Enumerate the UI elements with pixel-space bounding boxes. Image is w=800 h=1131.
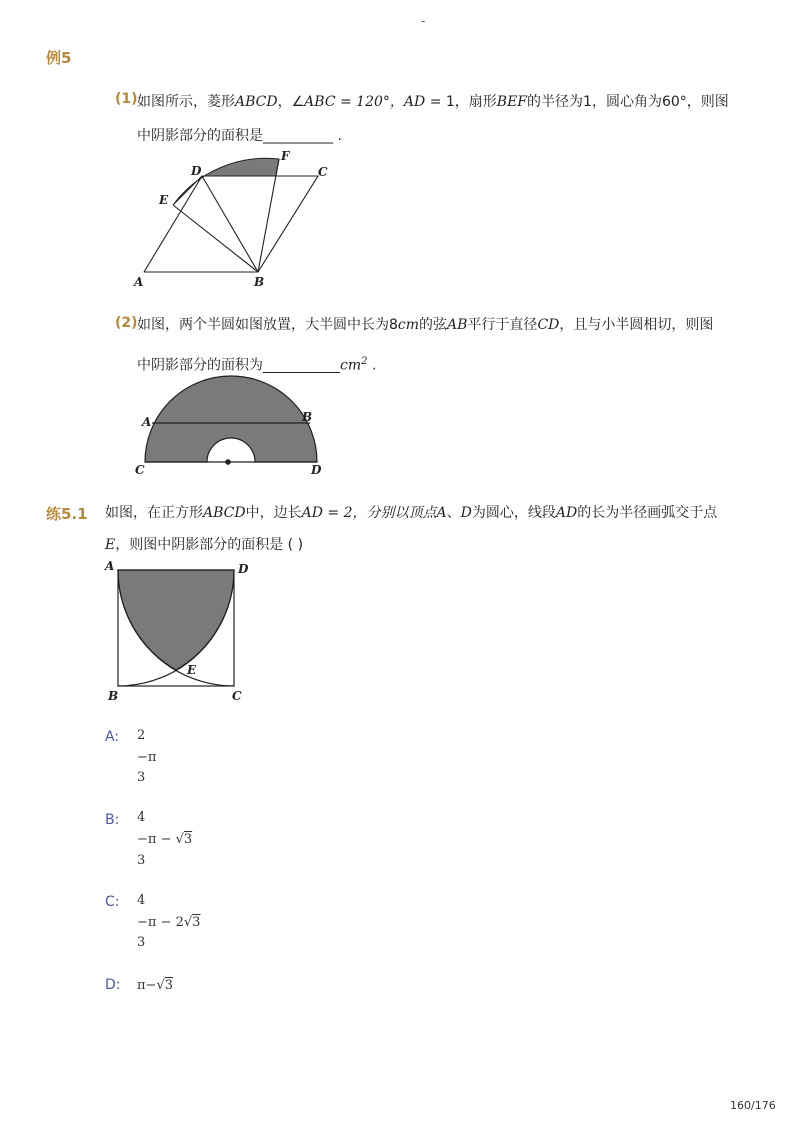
q2-math: 2 (361, 356, 368, 367)
label-a: A (134, 275, 144, 289)
q2-math: cm (397, 317, 420, 333)
q2-math: AB (447, 317, 468, 333)
label-e: E (159, 193, 169, 207)
center-point (225, 459, 231, 465)
practice-line-2 (105, 535, 303, 555)
practice-math: AD (301, 505, 323, 521)
radicand: 3 (192, 915, 201, 930)
radius-be (173, 205, 258, 272)
option-d-expression (137, 976, 173, 996)
question-1-number: (1) (115, 91, 138, 107)
label-b: B (108, 689, 119, 703)
figure-semicircles (130, 372, 330, 480)
q2-text: 的弦 (419, 317, 448, 333)
top-mark: - (421, 14, 426, 28)
q1-math: ABCD (235, 94, 278, 110)
q1-text: = 1，扇形 (425, 94, 497, 110)
option-b-expression (137, 830, 192, 850)
q1-text: 的半径为1，圆心角为60°，则图 (527, 94, 729, 110)
q2-text: 平行于直径 (467, 317, 538, 333)
option-b-term: −π − (137, 832, 176, 847)
q2-math: CD (537, 317, 560, 333)
label-d: D (311, 463, 322, 477)
figure-rhombus-sector (130, 145, 340, 295)
rhombus-outline (144, 176, 318, 272)
figure-square-arcs (100, 558, 260, 708)
shaded-region (145, 376, 317, 462)
q2-text: . (367, 357, 377, 374)
label-c: C (135, 463, 145, 477)
option-c-term: −π − 2 (137, 915, 184, 930)
label-c: C (232, 689, 242, 703)
practice-text: 如图，在正方形 (105, 505, 203, 521)
option-d-term: π− (137, 978, 157, 993)
example-header: 例5 (46, 49, 72, 67)
q1-math: AD (403, 94, 426, 110)
radicand: 3 (164, 978, 174, 993)
option-a-denominator: 3 (137, 770, 146, 785)
question-2-line-1 (137, 315, 713, 335)
q1-text: 如图所示，菱形 (137, 94, 235, 110)
label-d: D (191, 164, 202, 178)
q2-text: 中阴影部分的面积为___________ (137, 357, 340, 374)
label-b: B (254, 275, 265, 289)
practice-text: 、 (446, 505, 461, 521)
sqrt-symbol: √ (156, 978, 165, 993)
q1-text: ，∠ (277, 94, 305, 110)
label-f: F (281, 149, 290, 163)
label-b: B (302, 410, 313, 424)
option-b-label[interactable]: B: (105, 812, 120, 828)
option-a-numerator: 2 (137, 728, 146, 743)
practice-math: D (460, 505, 472, 521)
practice-text: 为圆心，线段 (471, 505, 556, 521)
page-number: 160/176 (730, 1099, 776, 1112)
option-b-denominator: 3 (137, 853, 146, 868)
practice-math: A (436, 505, 447, 521)
q1-math: BEF (496, 94, 528, 110)
label-a: A (105, 559, 115, 573)
practice-header: 练5.1 (46, 505, 88, 523)
option-c-numerator: 4 (137, 893, 146, 908)
q1-math: ABC (304, 94, 336, 110)
question-1-line-1 (137, 92, 729, 112)
label-a: A (142, 415, 152, 429)
radicand: 3 (183, 832, 193, 847)
label-e: E (187, 663, 197, 677)
question-1-line-2: 中阴影部分的面积是__________ . (137, 128, 342, 144)
q2-text: ，且与小半圆相切，则图 (559, 317, 714, 333)
practice-text: ，则图中阴影部分的面积是 ( ) (115, 537, 304, 553)
practice-line-1 (105, 503, 717, 523)
option-d-label[interactable]: D: (105, 977, 121, 993)
q1-math: = 120°， (335, 94, 404, 110)
option-b-numerator: 4 (137, 810, 146, 825)
practice-math: = 2，分别以顶点 (322, 505, 437, 521)
practice-text: 中，边长 (245, 505, 302, 521)
practice-math: E (105, 537, 116, 553)
option-a-expression: −π (137, 750, 157, 765)
q2-math: cm (340, 357, 362, 374)
practice-math: AD (555, 505, 578, 521)
option-c-expression (137, 913, 200, 933)
question-2-number: (2) (115, 315, 138, 331)
practice-text: 的长为半径画弧交于点 (577, 505, 718, 521)
diagonal-bd (202, 176, 258, 272)
shaded-region (118, 570, 234, 670)
label-c: C (318, 165, 328, 179)
label-d: D (238, 562, 249, 576)
practice-math: ABCD (203, 505, 246, 521)
option-c-denominator: 3 (137, 935, 146, 950)
option-c-label[interactable]: C: (105, 894, 120, 910)
q2-text: 如图，两个半圆如图放置，大半圆中长为8 (137, 317, 398, 333)
option-a-label[interactable]: A: (105, 729, 120, 745)
sqrt-symbol: √ (175, 832, 184, 847)
sqrt-symbol: √ (183, 915, 193, 930)
